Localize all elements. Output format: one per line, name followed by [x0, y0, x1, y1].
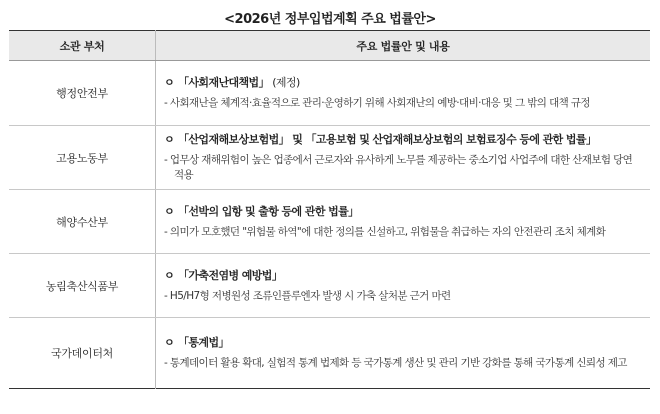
legislation-table — [9, 30, 650, 389]
bullet-icon: ㅇ — [164, 336, 175, 349]
law-description: - 사회재난을 체계적·효율적으로 관리·운영하기 위해 사회재난의 예방·대비·대응 및 그 밖의 대책 규정 — [164, 97, 590, 109]
table-row — [9, 61, 650, 126]
dept-cell: 농림축산식품부 — [9, 254, 156, 318]
table-row — [9, 190, 650, 254]
bullet-icon: ㅇ — [164, 268, 175, 282]
law-name: 「사회재난대책법」 — [178, 76, 269, 89]
page-title: <2026년 정부입법계획 주요 법률안> — [224, 12, 436, 27]
table-header-row — [9, 31, 650, 61]
bullet-icon: ㅇ — [164, 76, 175, 89]
table-row — [9, 318, 650, 389]
content-cell — [156, 254, 651, 318]
law-note: (제정) — [272, 76, 300, 89]
law-name: 「가축전염병 예방법」 — [178, 268, 283, 282]
dept-cell: 해양수산부 — [9, 190, 156, 254]
law-description: - 업무상 재해위험이 높은 업종에서 근로자와 유사하게 노무를 제공하는 중소기업 사업주에 대한 산재보험 당연 적용 — [164, 154, 633, 181]
bullet-icon: ㅇ — [164, 133, 175, 146]
header-content: 주요 법률안 및 내용 — [156, 31, 651, 61]
law-title — [164, 75, 640, 90]
law-description: - 통계데이터 활용 확대, 실험적 통계 법제화 등 국가통계 생산 및 관리 기반 강화를 통해 국가통계 신뢰성 제고 — [164, 357, 627, 369]
law-title — [164, 204, 640, 219]
content-cell — [156, 190, 651, 254]
law-name: 「통계법」 — [178, 336, 229, 349]
dept-cell: 국가데이터처 — [9, 318, 156, 389]
law-description: - H5/H7형 저병원성 조류인플루엔자 발생 시 가축 살처분 근거 마련 — [164, 289, 451, 302]
content-cell — [156, 318, 651, 389]
law-name: 「산업재해보상보험법」 및 「고용보험 및 산업재해보상보험의 보험료징수 등에 관한 법률」 — [178, 133, 597, 146]
law-name: 「선박의 입항 및 출항 등에 관한 법률」 — [178, 204, 359, 218]
dept-cell: 고용노동부 — [9, 126, 156, 190]
content-cell — [156, 126, 651, 190]
law-title — [164, 335, 640, 350]
table-row — [9, 126, 650, 190]
content-cell — [156, 61, 651, 126]
header-dept: 소관 부처 — [9, 31, 156, 61]
table-row — [9, 254, 650, 318]
law-title — [164, 132, 640, 147]
law-description: - 의미가 모호했던 "위험물 하역"에 대한 정의를 신설하고, 위험물을 취급하는 자의 안전관리 조치 체계화 — [164, 225, 606, 238]
dept-cell: 행정안전부 — [9, 61, 156, 126]
bullet-icon: ㅇ — [164, 204, 175, 218]
law-title — [164, 268, 640, 283]
